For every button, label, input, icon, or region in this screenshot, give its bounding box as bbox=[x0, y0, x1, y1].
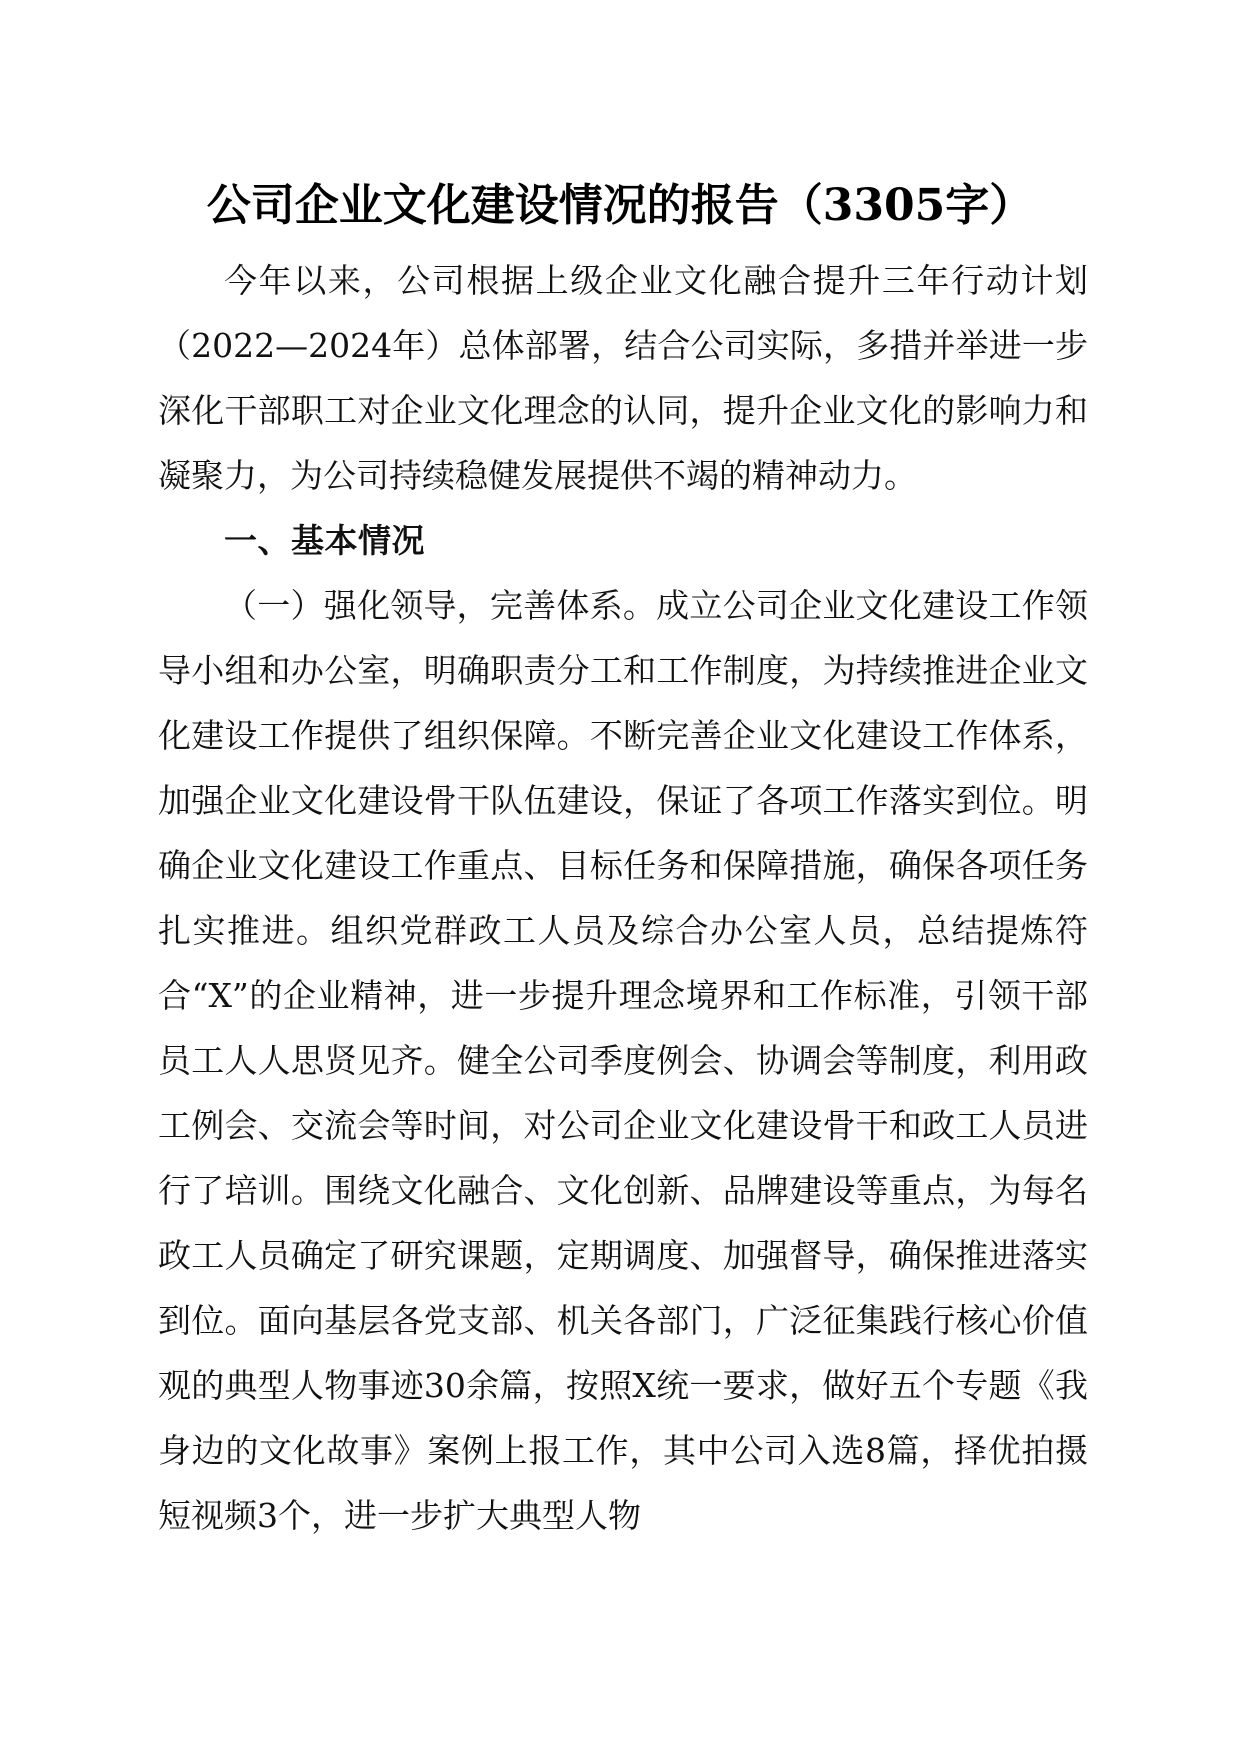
section-heading-basic-situation: 一、基本情况 bbox=[224, 521, 425, 560]
intro-paragraph: 今年以来，公司根据上级企业文化融合提升三年行动计划（2022—2024年）总体部署，结合公司实际，多措并举进一步深化干部职工对企业文化理念的认同，提升企业文化的影响力和凝聚力，为公司持续稳健发展提供不竭的精神动力。 bbox=[158, 261, 1088, 495]
document-body bbox=[158, 248, 1088, 1548]
subsection-paragraph-leadership: （一）强化领导，完善体系。成立公司企业文化建设工作领导小组和办公室，明确职责分工和工作制度，为持续推进企业文化建设工作提供了组织保障。不断完善企业文化建设工作体系，加强企业文化建设骨干队伍建设，保证了各项工作落实到位。明确企业文化建设工作重点、目标任务和保障措施，确保各项任务扎实推进。组织党群政工人员及综合办公室人员，总结提炼符合“X”的企业精神，进一步提升理念境界和工作标准，引领干部员工人人思贤见齐。健全公司季度例会、协调会等制度，利用政工例会、交流会等时间，对公司企业文化建设骨干和政工人员进行了培训。围绕文化融合、文化创新、品牌建设等重点，为每名政工人员确定了研究课题，定期调度、加强督导，确保推进落实到位。面向基层各党支部、机关各部门，广泛征集践行核心价值观的典型人物事迹30余篇，按照X统一要求，做好五个专题《我身边的文化故事》案例上报工作，其中公司入选8篇，择优拍摄短视频3个，进一步扩大典型人物 bbox=[158, 586, 1088, 1535]
document-title: 公司企业文化建设情况的报告（3305字） bbox=[206, 180, 1034, 231]
